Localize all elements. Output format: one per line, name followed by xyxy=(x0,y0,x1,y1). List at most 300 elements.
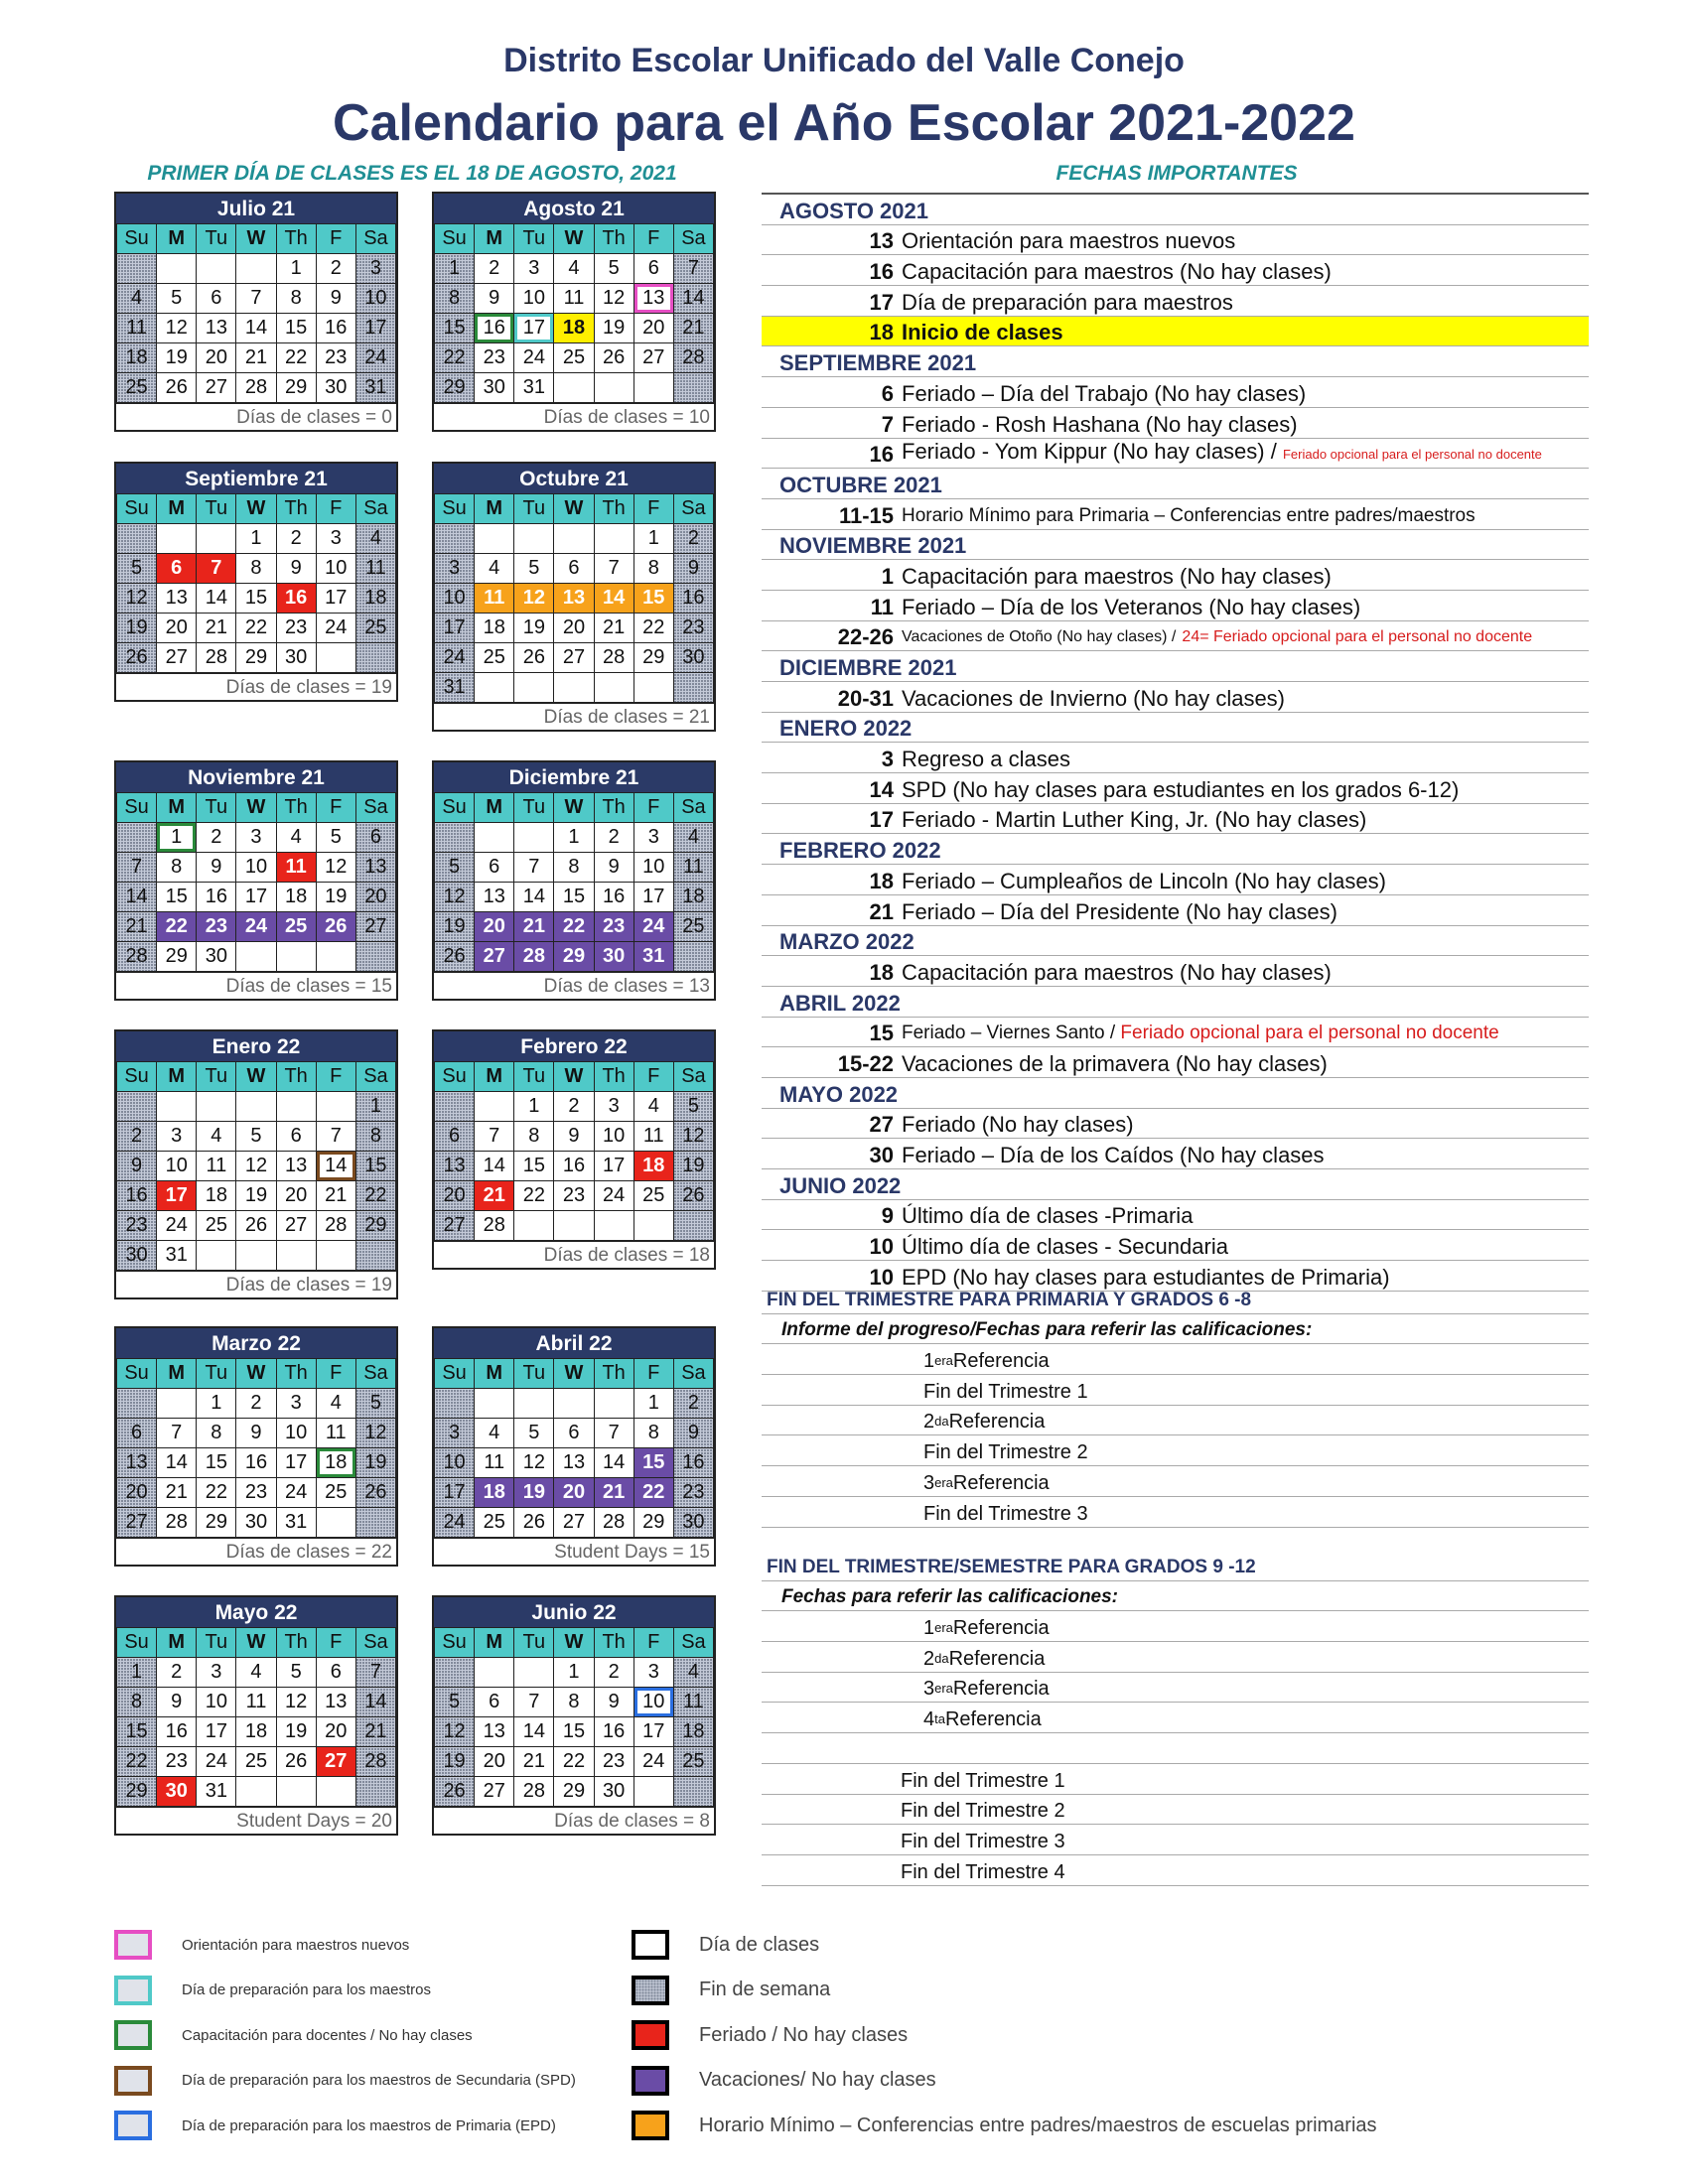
day-cell: 13 xyxy=(276,1152,316,1181)
day-cell: 27 xyxy=(554,1508,594,1538)
weekday-header: Tu xyxy=(514,793,554,823)
day-cell: 9 xyxy=(276,554,316,584)
day-cell: 20 xyxy=(197,343,236,373)
day-cell: 2 xyxy=(475,254,514,284)
ordinal-suffix: era xyxy=(934,1620,953,1636)
day-cell: 16 xyxy=(197,883,236,912)
date-description xyxy=(902,289,1589,316)
weekday-header: Sa xyxy=(673,1062,713,1092)
date-entry xyxy=(762,1230,1589,1261)
day-cell: 22 xyxy=(236,614,276,643)
day-cell: 11 xyxy=(554,284,594,314)
weekday-header: F xyxy=(633,793,673,823)
day-cell: 20 xyxy=(633,314,673,343)
weekday-header: M xyxy=(475,1062,514,1092)
day-cell: 20 xyxy=(276,1181,316,1211)
day-cell: 8 xyxy=(157,853,197,883)
date-entry xyxy=(762,1139,1589,1169)
day-cell: 15 xyxy=(236,584,276,614)
day-cell: 24 xyxy=(633,912,673,942)
description-text: Capacitación para maestros (No hay clases) xyxy=(902,259,1332,285)
day-cell: 22 xyxy=(276,343,316,373)
referral-label: Fin del Trimestre 1 xyxy=(923,1380,1088,1403)
day-cell: 9 xyxy=(316,284,355,314)
important-dates-list xyxy=(762,193,1589,1292)
weekday-header: W xyxy=(236,224,276,254)
date-number: 16 xyxy=(869,259,894,285)
day-cell: 8 xyxy=(514,1122,554,1152)
day-cell: 17 xyxy=(197,1717,236,1747)
date-description xyxy=(902,1233,1589,1260)
day-cell: 29 xyxy=(197,1508,236,1538)
date-description xyxy=(902,620,1589,650)
date-number: 30 xyxy=(869,1143,894,1167)
weekday-header: W xyxy=(236,1628,276,1658)
empty-cell xyxy=(554,524,594,554)
date-entry xyxy=(762,804,1589,835)
month-calendar xyxy=(114,192,398,432)
day-cell: 12 xyxy=(316,853,355,883)
date-number: 20-31 xyxy=(837,685,894,711)
day-cell: 15 xyxy=(117,1717,157,1747)
legend-label: Fin de semana xyxy=(699,1979,831,2000)
day-cell: 11 xyxy=(276,853,316,883)
weekday-header: M xyxy=(157,793,197,823)
day-cell: 27 xyxy=(633,343,673,373)
day-cell: 1 xyxy=(633,1389,673,1419)
day-cell: 3 xyxy=(276,1389,316,1419)
legend-swatch xyxy=(114,1930,152,1960)
day-cell: 16 xyxy=(673,1448,713,1478)
day-cell: 8 xyxy=(554,1688,594,1717)
date-entry xyxy=(762,743,1589,773)
ordinal-number: 1 xyxy=(923,1350,935,1373)
day-cell: 26 xyxy=(236,1211,276,1241)
weekday-header: W xyxy=(554,793,594,823)
day-cell: 25 xyxy=(673,1747,713,1777)
weekday-header: Tu xyxy=(197,1062,236,1092)
day-cell: 23 xyxy=(157,1747,197,1777)
weekday-header: Su xyxy=(435,1062,475,1092)
day-cell: 24 xyxy=(514,343,554,373)
referral-row xyxy=(762,1825,1589,1855)
ordinal-suffix: era xyxy=(934,1474,953,1490)
weekday-header: Sa xyxy=(673,224,713,254)
day-cell: 6 xyxy=(554,554,594,584)
date-number: 17 xyxy=(869,289,894,315)
date-description xyxy=(902,380,1589,407)
day-cell: 3 xyxy=(316,524,355,554)
month-heading: ABRIL 2022 xyxy=(762,987,1589,1018)
day-cell: 4 xyxy=(554,254,594,284)
referral-label: Fin del Trimestre 4 xyxy=(901,1860,1065,1883)
day-cell: 2 xyxy=(594,823,633,853)
empty-cell xyxy=(475,823,514,853)
weekday-header: Su xyxy=(435,494,475,524)
day-cell: 6 xyxy=(117,1419,157,1448)
day-cell: 7 xyxy=(157,1419,197,1448)
day-cell: 14 xyxy=(673,284,713,314)
day-cell: 31 xyxy=(435,673,475,703)
referral-label: Referencia xyxy=(948,1647,1046,1670)
day-cell: 6 xyxy=(276,1122,316,1152)
month-title: Agosto 21 xyxy=(434,194,714,223)
date-number: 15 xyxy=(869,1021,894,1046)
day-cell: 25 xyxy=(276,912,316,942)
legend-swatch xyxy=(114,1976,152,2005)
day-cell: 8 xyxy=(236,554,276,584)
day-cell: 10 xyxy=(633,853,673,883)
day-cell: 9 xyxy=(197,853,236,883)
date-number: 14 xyxy=(869,776,894,802)
day-cell: 23 xyxy=(276,614,316,643)
month-title: Octubre 21 xyxy=(434,464,714,493)
day-cell: 27 xyxy=(435,1211,475,1241)
day-cell: 9 xyxy=(673,554,713,584)
date-number: 15-22 xyxy=(837,1050,894,1076)
empty-cell xyxy=(157,1092,197,1122)
ordinal-number: 3 xyxy=(923,1471,935,1494)
description-text: Capacitación para maestros (No hay clases) xyxy=(902,959,1332,985)
description-text: Orientación para maestros nuevos xyxy=(902,228,1236,254)
description-text: Feriado – Viernes Santo / xyxy=(902,1023,1116,1044)
date-description xyxy=(902,776,1589,803)
description-text: Feriado – Día del Presidente (No hay clases) xyxy=(902,898,1337,924)
date-number: 7 xyxy=(881,411,894,437)
day-cell: 25 xyxy=(475,643,514,673)
month-title: Diciembre 21 xyxy=(434,762,714,792)
day-cell: 5 xyxy=(673,1092,713,1122)
referral-label: Fin del Trimestre 2 xyxy=(923,1441,1088,1464)
empty-cell xyxy=(197,1092,236,1122)
empty-cell xyxy=(355,1777,395,1807)
day-cell: 12 xyxy=(117,584,157,614)
day-cell: 26 xyxy=(276,1747,316,1777)
empty-cell xyxy=(157,254,197,284)
referral-row xyxy=(762,1764,1589,1795)
day-cell: 16 xyxy=(554,1152,594,1181)
day-cell: 22 xyxy=(554,1747,594,1777)
weekday-header: Sa xyxy=(673,1359,713,1389)
day-cell: 3 xyxy=(633,1658,673,1688)
description-text: Feriado – Cumpleaños de Lincoln (No hay clases) xyxy=(902,868,1386,893)
empty-cell xyxy=(594,1389,633,1419)
day-cell: 6 xyxy=(554,1419,594,1448)
day-cell: 23 xyxy=(673,1478,713,1508)
day-cell: 16 xyxy=(117,1181,157,1211)
referral-label: Fin del Trimestre 3 xyxy=(923,1502,1088,1525)
day-cell: 28 xyxy=(355,1747,395,1777)
weekday-header: M xyxy=(157,1062,197,1092)
legend-swatch xyxy=(632,2066,669,2096)
section-subheading: Informe del progreso/Fechas para referir las calificaciones: xyxy=(762,1314,1589,1345)
weekday-header: Su xyxy=(435,1359,475,1389)
day-cell: 13 xyxy=(475,883,514,912)
day-cell: 25 xyxy=(355,614,395,643)
day-cell: 11 xyxy=(355,554,395,584)
day-cell: 22 xyxy=(157,912,197,942)
day-cell: 15 xyxy=(435,314,475,343)
empty-cell xyxy=(157,524,197,554)
day-cell: 5 xyxy=(514,1419,554,1448)
day-cell: 4 xyxy=(236,1658,276,1688)
first-day-note: PRIMER DÍA DE CLASES ES EL 18 DE AGOSTO, 2021 xyxy=(147,162,677,185)
weekday-header: Tu xyxy=(197,1359,236,1389)
section-subheading: Fechas para referir las calificaciones: xyxy=(762,1581,1589,1612)
school-days-count: Días de clases = 19 xyxy=(116,673,396,700)
day-cell: 13 xyxy=(554,584,594,614)
day-cell: 11 xyxy=(673,1688,713,1717)
description-text: Feriado - Martin Luther King, Jr. (No hay clases) xyxy=(902,807,1367,833)
legend-label: Día de preparación para los maestros de Secundaria (SPD) xyxy=(182,2072,576,2089)
day-cell: 1 xyxy=(514,1092,554,1122)
day-cell: 10 xyxy=(276,1419,316,1448)
day-cell: 27 xyxy=(355,912,395,942)
weekday-header: Su xyxy=(117,1062,157,1092)
referral-row xyxy=(762,1435,1589,1466)
day-cell: 20 xyxy=(475,912,514,942)
month-heading: SEPTIEMBRE 2021 xyxy=(762,346,1589,377)
empty-cell xyxy=(117,823,157,853)
weekday-header: W xyxy=(236,1062,276,1092)
day-cell: 20 xyxy=(435,1181,475,1211)
empty-cell xyxy=(594,524,633,554)
day-cell: 17 xyxy=(236,883,276,912)
day-cell: 21 xyxy=(673,314,713,343)
day-cell: 1 xyxy=(117,1658,157,1688)
date-entry xyxy=(762,865,1589,895)
day-cell: 12 xyxy=(276,1688,316,1717)
day-cell: 24 xyxy=(157,1211,197,1241)
day-cell: 10 xyxy=(236,853,276,883)
day-cell: 30 xyxy=(197,942,236,972)
legend-item xyxy=(632,1930,819,1960)
month-heading: MAYO 2022 xyxy=(762,1078,1589,1109)
day-cell: 3 xyxy=(236,823,276,853)
day-cell: 11 xyxy=(475,1448,514,1478)
day-cell: 2 xyxy=(117,1122,157,1152)
day-cell: 7 xyxy=(236,284,276,314)
month-title: Marzo 22 xyxy=(116,1328,396,1358)
day-cell: 14 xyxy=(117,883,157,912)
referral-label: Fin del Trimestre 3 xyxy=(901,1830,1065,1852)
day-cell: 7 xyxy=(475,1122,514,1152)
day-cell: 12 xyxy=(236,1152,276,1181)
day-cell: 28 xyxy=(236,373,276,403)
day-cell: 5 xyxy=(435,1688,475,1717)
description-text: Inicio de clases xyxy=(902,320,1063,345)
day-cell: 22 xyxy=(514,1181,554,1211)
day-cell: 13 xyxy=(633,284,673,314)
day-cell: 23 xyxy=(594,912,633,942)
empty-cell xyxy=(117,1092,157,1122)
day-cell: 6 xyxy=(633,254,673,284)
day-cell: 15 xyxy=(633,1448,673,1478)
day-cell: 22 xyxy=(117,1747,157,1777)
day-cell: 16 xyxy=(236,1448,276,1478)
referral-row xyxy=(762,1703,1589,1733)
day-cell: 5 xyxy=(355,1389,395,1419)
day-cell: 14 xyxy=(157,1448,197,1478)
date-entry xyxy=(762,225,1589,256)
date-number: 21 xyxy=(869,898,894,924)
day-cell: 21 xyxy=(355,1717,395,1747)
day-cell: 18 xyxy=(475,1478,514,1508)
description-text: Regreso a clases xyxy=(902,747,1070,772)
weekday-header: Tu xyxy=(514,224,554,254)
date-number: 18 xyxy=(869,959,894,985)
legend-label: Orientación para maestros nuevos xyxy=(182,1936,410,1954)
date-number: 18 xyxy=(869,868,894,893)
day-cell: 9 xyxy=(475,284,514,314)
day-cell: 18 xyxy=(355,584,395,614)
day-cell: 27 xyxy=(197,373,236,403)
empty-cell xyxy=(236,942,276,972)
district-name: Distrito Escolar Unificado del Valle Conejo xyxy=(503,42,1185,79)
date-entry xyxy=(762,255,1589,286)
day-cell: 22 xyxy=(197,1478,236,1508)
weekday-header: Tu xyxy=(197,494,236,524)
day-cell: 3 xyxy=(435,554,475,584)
school-days-count: Días de clases = 0 xyxy=(116,403,396,430)
day-cell: 30 xyxy=(475,373,514,403)
weekday-header: M xyxy=(157,1628,197,1658)
day-cell: 26 xyxy=(157,373,197,403)
day-cell: 19 xyxy=(157,343,197,373)
empty-cell xyxy=(316,643,355,673)
date-description xyxy=(902,898,1589,925)
legend-label: Feriado / No hay clases xyxy=(699,2023,909,2046)
day-cell: 10 xyxy=(316,554,355,584)
day-cell: 29 xyxy=(554,1777,594,1807)
legend-label: Vacaciones/ No hay clases xyxy=(699,2069,936,2091)
ordinal-number: 3 xyxy=(923,1678,935,1701)
weekday-header: Su xyxy=(117,494,157,524)
day-cell: 24 xyxy=(316,614,355,643)
description-text: Día de preparación para maestros xyxy=(902,289,1233,315)
empty-cell xyxy=(197,1241,236,1271)
weekday-header: Sa xyxy=(355,793,395,823)
weekday-header: Tu xyxy=(197,1628,236,1658)
legend-label: Día de preparación para los maestros de Primaria (EPD) xyxy=(182,2116,556,2134)
day-cell: 9 xyxy=(554,1122,594,1152)
primaria-term-section xyxy=(762,1284,1589,1528)
day-cell: 17 xyxy=(435,1478,475,1508)
day-cell: 25 xyxy=(236,1747,276,1777)
legend-item xyxy=(632,2111,1377,2140)
weekday-header: M xyxy=(157,224,197,254)
optional-note: 24= Feriado opcional para el personal no docente xyxy=(1182,628,1533,646)
day-cell: 23 xyxy=(475,343,514,373)
empty-cell xyxy=(475,1658,514,1688)
month-calendar xyxy=(114,462,398,702)
day-cell: 6 xyxy=(355,823,395,853)
day-cell: 1 xyxy=(197,1389,236,1419)
day-cell: 21 xyxy=(594,614,633,643)
day-cell: 5 xyxy=(117,554,157,584)
weekday-header: M xyxy=(475,224,514,254)
day-cell: 20 xyxy=(554,614,594,643)
date-number: 22-26 xyxy=(837,624,894,650)
empty-cell xyxy=(316,1508,355,1538)
weekday-header: Sa xyxy=(355,224,395,254)
day-cell: 21 xyxy=(316,1181,355,1211)
legend-label: Día de preparación para los maestros xyxy=(182,1981,431,1998)
day-cell: 30 xyxy=(157,1777,197,1807)
day-cell: 17 xyxy=(633,883,673,912)
month-heading: NOVIEMBRE 2021 xyxy=(762,530,1589,561)
weekday-header: Sa xyxy=(673,1628,713,1658)
day-cell: 8 xyxy=(117,1688,157,1717)
day-cell: 15 xyxy=(514,1152,554,1181)
month-calendar xyxy=(432,760,716,1001)
day-cell: 24 xyxy=(197,1747,236,1777)
legend-label: Capacitación para docentes / No hay clases xyxy=(182,2026,473,2044)
day-cell: 22 xyxy=(633,614,673,643)
day-cell: 29 xyxy=(633,643,673,673)
day-cell: 24 xyxy=(594,1181,633,1211)
optional-note: Feriado opcional para el personal no docente xyxy=(1282,447,1542,463)
weekday-header: Tu xyxy=(514,494,554,524)
legend-item xyxy=(114,1930,409,1960)
empty-cell xyxy=(673,1777,713,1807)
day-cell: 21 xyxy=(514,912,554,942)
day-cell: 13 xyxy=(316,1688,355,1717)
weekday-header: Su xyxy=(117,224,157,254)
month-heading: OCTUBRE 2021 xyxy=(762,469,1589,499)
day-cell: 4 xyxy=(355,524,395,554)
day-cell: 19 xyxy=(514,1478,554,1508)
day-cell: 20 xyxy=(117,1478,157,1508)
weekday-header: W xyxy=(554,494,594,524)
day-cell: 23 xyxy=(197,912,236,942)
day-cell: 2 xyxy=(236,1389,276,1419)
month-heading: JUNIO 2022 xyxy=(762,1169,1589,1200)
day-cell: 5 xyxy=(435,853,475,883)
day-cell: 15 xyxy=(355,1152,395,1181)
day-cell: 28 xyxy=(673,343,713,373)
date-description xyxy=(902,594,1589,620)
day-cell: 28 xyxy=(316,1211,355,1241)
referral-label: Referencia xyxy=(952,1678,1050,1701)
day-cell: 23 xyxy=(236,1478,276,1508)
important-dates-heading: FECHAS IMPORTANTES xyxy=(1055,162,1298,185)
date-description xyxy=(902,746,1589,772)
ordinal-number: 2 xyxy=(923,1411,935,1433)
day-cell: 11 xyxy=(117,314,157,343)
day-cell: 18 xyxy=(197,1181,236,1211)
month-heading: FEBRERO 2022 xyxy=(762,834,1589,865)
weekday-header: F xyxy=(633,1628,673,1658)
day-cell: 5 xyxy=(594,254,633,284)
legend-swatch xyxy=(632,2111,669,2140)
legend-swatch xyxy=(632,2020,669,2050)
school-days-count: Student Days = 15 xyxy=(434,1538,714,1565)
month-title: Enero 22 xyxy=(116,1031,396,1061)
description-text: Horario Mínimo para Primaria – Conferencias entre padres/maestros xyxy=(902,504,1476,526)
empty-cell xyxy=(236,254,276,284)
day-cell: 29 xyxy=(157,942,197,972)
weekday-header: Th xyxy=(594,1628,633,1658)
legend-item xyxy=(632,1976,830,2005)
date-description xyxy=(902,1111,1589,1138)
weekday-header: F xyxy=(633,224,673,254)
date-entry xyxy=(762,499,1589,530)
weekday-header: Th xyxy=(594,793,633,823)
day-cell: 31 xyxy=(157,1241,197,1271)
day-cell: 14 xyxy=(236,314,276,343)
month-title: Febrero 22 xyxy=(434,1031,714,1061)
